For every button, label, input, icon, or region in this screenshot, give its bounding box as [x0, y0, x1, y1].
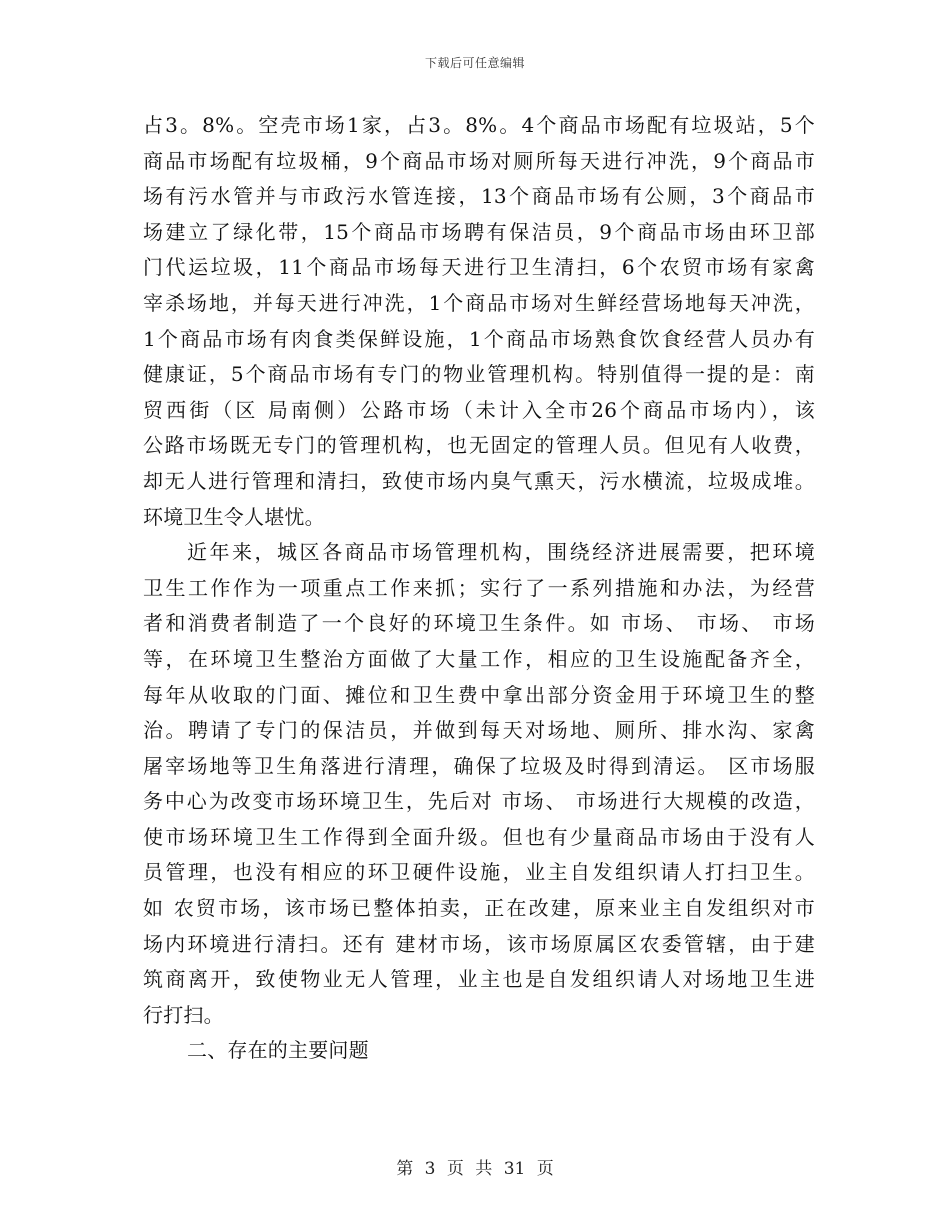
text-line: 行打扫。	[143, 1002, 224, 1027]
text-line: 宰杀场地，并每天进行冲洗，1个商品市场对生鲜经营场地每天冲洗，	[143, 290, 815, 315]
text-line: 员管理，也没有相应的环卫硬件设施，业主自发组织请人打扫卫生。	[143, 860, 815, 885]
text-line: 者和消费者制造了一个良好的环境卫生条件。如 市场、 市场、 市场	[143, 611, 815, 636]
text-line: 却无人进行管理和清扫，致使市场内臭气熏天，污水横流，垃圾成堆。	[143, 468, 815, 493]
body-text	[143, 108, 815, 1069]
text-line: 每年从收取的门面、摊位和卫生费中拿出部分资金用于环境卫生的整	[143, 682, 815, 707]
text-line: 门代运垃圾，11个商品市场每天进行卫生清扫，6个农贸市场有家禽	[143, 255, 815, 280]
text-line: 屠宰场地等卫生角落进行清理，确保了垃圾及时得到清运。 区市场服	[143, 753, 815, 778]
page-number: 第 3 页 共 31 页	[396, 1159, 554, 1179]
text-line: 近年来，城区各商品市场管理机构，围绕经济进展需要，把环境	[187, 540, 815, 565]
text-line: 如 农贸市场，该市场已整体拍卖，正在改建，原来业主自发组织对市	[143, 896, 815, 921]
page-header: 下载后可任意编辑	[424, 56, 525, 70]
text-line: 治。聘请了专门的保洁员，并做到每天对场地、厕所、排水沟、家禽	[143, 718, 815, 743]
text-line: 贸西街（区 局南侧）公路市场（未计入全市26个商品市场内），该	[143, 397, 815, 422]
text-line: 卫生工作作为一项重点工作来抓；实行了一系列措施和办法，为经营	[143, 575, 815, 600]
text-line: 场有污水管并与市政污水管连接，13个商品市场有公厕，3个商品市	[143, 184, 815, 209]
text-line: 健康证，5个商品市场有专门的物业管理机构。特别值得一提的是：南	[143, 362, 815, 387]
text-line: 场建立了绿化带，15个商品市场聘有保洁员，9个商品市场由环卫部	[143, 219, 815, 244]
section-heading: 二、存在的主要问题	[187, 1038, 369, 1063]
text-line: 等，在环境卫生整治方面做了大量工作，相应的卫生设施配备齐全，	[143, 646, 815, 671]
text-line: 商品市场配有垃圾桶，9个商品市场对厕所每天进行冲洗，9个商品市	[143, 148, 815, 173]
text-line: 筑商离开，致使物业无人管理，业主也是自发组织请人对场地卫生进	[143, 967, 815, 992]
text-line: 1个商品市场有肉食类保鲜设施，1个商品市场熟食饮食经营人员办有	[143, 326, 815, 351]
text-line: 使市场环境卫生工作得到全面升级。但也有少量商品市场由于没有人	[143, 824, 815, 849]
text-line: 环境卫生令人堪忧。	[143, 504, 325, 529]
text-line: 场内环境进行清扫。还有 建材市场，该市场原属区农委管辖，由于建	[143, 931, 815, 956]
text-line: 公路市场既无专门的管理机构，也无固定的管理人员。但见有人收费，	[143, 433, 815, 458]
text-line: 务中心为改变市场环境卫生，先后对 市场、 市场进行大规模的改造，	[143, 789, 815, 814]
text-line: 占3。8%。空壳市场1家，占3。8%。4个商品市场配有垃圾站，5个	[143, 113, 815, 137]
